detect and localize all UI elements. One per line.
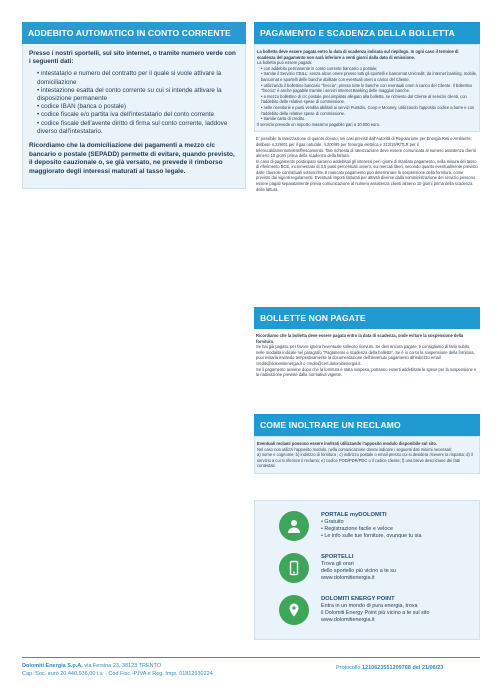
list-item: • tramite il Servizio CBILL: senza alcun onere presso tutti gli sportelli e bancomat Unicredit; da internet banking, mobile, bancomat e sportelli delle banche abilitate con eventuali oneri a carico del Cliente. <box>261 71 477 82</box>
complaint-panel <box>254 436 480 474</box>
direct-debit-reminder: Ricordiamo che la domiciliazione dei pagamenti a mezzo c/c bancario o postale (SEPADD) permette di evitare, quando previsto, il deposito cauzionale o, se già versato, ne prevede il rimborso maggiorato degli interessi maturati al tasso legale. <box>29 142 235 175</box>
list-item: • intestazione esatta del conto corrente su cui si intende attivare la disposizione permanente <box>37 87 239 103</box>
complaint-section <box>254 414 480 474</box>
energy-point-line: Entra in un mondo di pura energia, trova <box>321 603 418 609</box>
payment-max-note: Il servizio prevede un importo massimo pagabile pari a 10.000 euro. <box>257 121 381 127</box>
protocol-number: 1210623551209768 del 21/06/23 <box>362 665 444 671</box>
energy-point-text <box>321 596 429 624</box>
unpaid-section <box>254 307 480 382</box>
payment-panel <box>254 44 480 132</box>
energy-point-link[interactable]: www.dolomitienergia.it <box>321 617 375 623</box>
portal-list <box>321 519 422 540</box>
list-item: • Registrazione facile e veloce <box>321 526 422 533</box>
payment-extra <box>254 132 480 196</box>
complaint-title: COME INOLTRARE UN RECLAMO <box>254 414 480 436</box>
complaint-text: Nel caso non utilizzi l'apposito modulo, nella comunicazione dovrai indicare i seguenti dati minimi necessari: <box>257 446 453 452</box>
list-item: • nelle ricevitorie e punti vendita abilitati ai servizi Puntolis, Coop e Mooney, utilizzando l'apposito codice a barre e con l'addebito delle relative spese di commissione. <box>261 105 477 116</box>
direct-debit-section <box>22 22 246 189</box>
list-item: • utilizzando il bollettino bancario "freccia", presso tutte le banche con eventuali oneri a carico del Cliente. Il bollettino "freccia" è anche pagabile tramite i servizi Internet Banking delle maggiori banche. <box>261 83 477 94</box>
unpaid-body <box>254 329 480 382</box>
list-item: • intestatario e numero del contratto per il quale si vuole attivare la domiciliazione <box>37 70 239 86</box>
payment-title: PAGAMENTO E SCADENZA DELLA BOLLETTA <box>254 22 480 44</box>
payment-lead: La bolletta deve essere pagata entro la data di scadenza indicata sul riepilogo. In ogni caso il termine di scadenza del pagamento non sarà inferiore a venti giorni dalla data di emissione. <box>257 49 459 60</box>
branches-line: Trova gli orari <box>321 561 354 567</box>
direct-debit-title: ADDEBITO AUTOMATICO IN CONTO CORRENTE <box>22 22 246 44</box>
payment-methods-intro: La bolletta può essere pagata: <box>257 60 313 66</box>
user-portal-icon <box>279 511 309 541</box>
company-capital: Cap. Soc. euro 20.440.936,00 i.v. - Cod Fisc.-P.IVA e Reg. Impr. 01812630224 <box>22 670 213 677</box>
contacts-panel <box>254 500 480 640</box>
location-pin-icon <box>279 595 309 625</box>
list-item: • tramite carta di credito. <box>261 116 477 122</box>
protocol-label: Protocollo <box>336 665 362 671</box>
direct-debit-box <box>22 44 246 189</box>
complaint-details: a) nome e cognome; b) indirizzo di fornitura ; c) indirizzo postale o email presso cui si desidera ricevere la risposta; d) il servizio a cui si riferisce il reclamo; e) codice POD/PDR/PDC o il codice cliente; f) una breve descrizione dei fatti contestati. <box>257 452 473 469</box>
payment-section <box>254 22 480 196</box>
branches-text <box>321 554 396 582</box>
payment-methods-list <box>261 66 477 122</box>
branches-link[interactable]: www.dolomitienergia.it <box>321 575 375 581</box>
list-item: • a mezzo bollettino di c/c postale precompilato allegato alla bolletta, se richiesto dal Cliente al servizio clienti, con l'addebito delle relative spese di commissione. <box>261 94 477 105</box>
unpaid-note: Se il pagamento avviene dopo che la fornitura è stata sospesa, potranno esserti addebitate le spese per la sospensione e la riattivazione previste dalla normativa vigente. <box>256 366 477 378</box>
phone-icon <box>279 553 309 583</box>
footer-company-info <box>22 663 213 678</box>
protocol-info <box>336 665 443 671</box>
unpaid-lead: Ricordiamo che la bolletta deve essere pagata entro la data di scadenza, onde evitare la sospensione della fornitura. <box>256 333 464 344</box>
list-item: • codice fiscale dell'avente diritto di firma sul conto corrente, laddove diverso dall'intestatario. <box>37 120 239 136</box>
portal-text <box>321 512 422 540</box>
direct-debit-list <box>37 70 239 136</box>
branches-title: SPORTELLI <box>321 554 354 560</box>
list-item: • con addebito permanente in conto corrente bancario o postale; <box>261 66 477 72</box>
branches-card[interactable] <box>255 547 479 589</box>
portal-title: PORTALE myDOLOMITI <box>321 512 387 518</box>
list-item: • codice IBAN (banca o postale) <box>37 103 239 111</box>
late-payment-text: In caso di pagamento posticipato saranno addebitati gli interessi per i giorni di ritardato pagamento, nella misura del tasso di riferimento BCE, incrementato di 3,5 punti percentuali ovvero, sui mercati liberi, secondo quanto eventualmente previsto dalle clausole contrattuali sottoscritte. Il mancato pagamento può determinare la sospensione della fornitura, come previsto dai vigenti regolamenti. Eventuali importi fatturati per attività diverse dalla somministrazione del servizio possono essere pagati separatamente previa comunicazione al numero assistenza clienti almeno 10 giorni prima della scadenza della fattura. <box>256 158 478 192</box>
energy-point-title: DOLOMITI ENERGY POINT <box>321 596 395 602</box>
energy-point-card[interactable] <box>255 589 479 631</box>
direct-debit-intro: Presso i nostri sportelli, sul sito internet, o tramite numero verde con i seguenti dati: <box>29 50 236 66</box>
energy-point-line: il Dolomiti Energy Point più vicino a te sul sito <box>321 610 430 616</box>
complaint-lead: Eventuali reclami possono essere inoltrati utilizzando l'apposito modulo disponibile sul sito. <box>257 441 437 446</box>
unpaid-text: Se hai già pagato, per favore ignora l'eventuale sollecito ricevuto. Se devi ancora pagare, ti consigliamo di farlo subito, nelle modalità indicate nel paragrafo "Pagamento e scadenza della bolletta". Se è in corso la sospensione della fornitura, puoi evitarla inviando tempestivamente la documentazione dell'avvenuto pagamento all'indirizzo email crediti@dolomitienergia.it o crediti@cert.dolomitienergia.it. <box>256 344 475 366</box>
list-item: • Le info sulle tue forniture, ovunque tu sia <box>321 533 422 540</box>
footer-divider <box>22 657 480 658</box>
unpaid-title: BOLLETTE NON PAGATE <box>254 307 480 329</box>
portal-card[interactable] <box>255 505 479 547</box>
installments-text: E' possibile la rateizzazione di quanto dovuto, nei casi previsti dall'Autorità di Regolazione per Energia Reti e Ambiente; delibere n.229/01 per il gas naturale, n.200/99 per l'energia elettrica e 313/19/R/TLR per il teleriscaldamento/teleraffrescamento. Tale richiesta di rateizzazione deve essere comunicata al numero assistenza clienti almeno 10 giorni prima della scadenza della fattura. <box>256 136 476 159</box>
company-address: via Fersina 23, 38123 TRENTO <box>82 663 162 669</box>
company-name: Dolomiti Energia S.p.A. <box>22 663 83 669</box>
list-item: • Gratuito <box>321 519 422 526</box>
branches-line: dello sportello più vicino a te su <box>321 568 396 574</box>
list-item: • codice fiscale e/o partita iva dell'intestatario del conto corrente <box>37 111 239 119</box>
